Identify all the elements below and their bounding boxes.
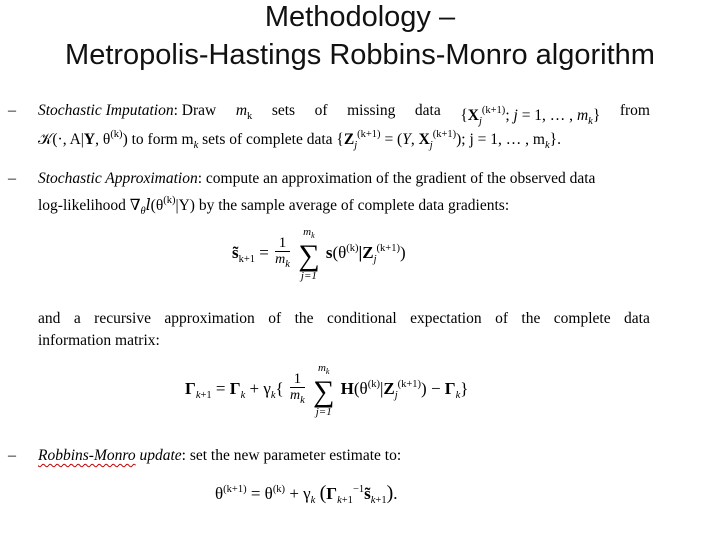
equation-information-matrix: $\Gamma_{k+1} = \Gamma_k + \gamma_k${ $\frac{1}{m_k}$ $m_k$ ∑ j=1 $H(\theta^{(k)}|Z_j^{(k+1)}) - \Gamma_k$}	[185, 362, 469, 419]
item3-line1: Robbins-Monro update: set the new parameter estimate to:	[38, 447, 402, 464]
item2-line4: information matrix:	[38, 332, 160, 349]
item1-line1: Stochastic Imputation: Draw $m_k$ sets of missing data {$X_j^{(k+1)}$; j = 1, … , $m_k$} from	[38, 102, 650, 127]
item1-line2: 𝒦(·, A|Y, $\theta^{(k)}$) to form $m_k$ sets of complete data {$Z_j^{(k+1)} = (Y$, $X_j^{(k+1)}$); j = 1, … , $m_k$}.	[38, 129, 561, 151]
item2-line3: and a recursive approximation of the conditional expectation of the complete data	[38, 310, 650, 327]
bullet-marker: –	[8, 170, 16, 187]
slide-title-line-1: Methodology –	[264, 1, 456, 33]
item2-label: Stochastic Approximation	[38, 170, 198, 187]
item2-line2: log-likelihood $\nabla_\theta 𝑙(\theta^{(k)}|Y)$ by the sample average of complete data gradients:	[38, 195, 510, 217]
equation-gradient-average: $s̃_{k+1}$ = $\frac{1}{m_k}$ $m_k$ ∑ j=1 $s(\theta^{(k)}|Z_j^{(k+1)})$	[232, 226, 406, 283]
slide-title-line-2: Metropolis-Hastings Robbins-Monro algorithm	[65, 39, 655, 71]
bullet-marker: –	[8, 447, 16, 464]
item1-label: Stochastic Imputation	[38, 102, 174, 119]
bullet-marker: –	[8, 102, 16, 119]
item2-line1: Stochastic Approximation: compute an approximation of the gradient of the observed data	[38, 170, 596, 187]
equation-robbins-monro-update: $\theta^{(k+1)} = \theta^{(k)} + \gamma_k$ $(\Gamma_{k+1}^{-1}s̃_{k+1})$.	[215, 482, 398, 506]
item3-label: Robbins-Monro	[38, 447, 136, 464]
